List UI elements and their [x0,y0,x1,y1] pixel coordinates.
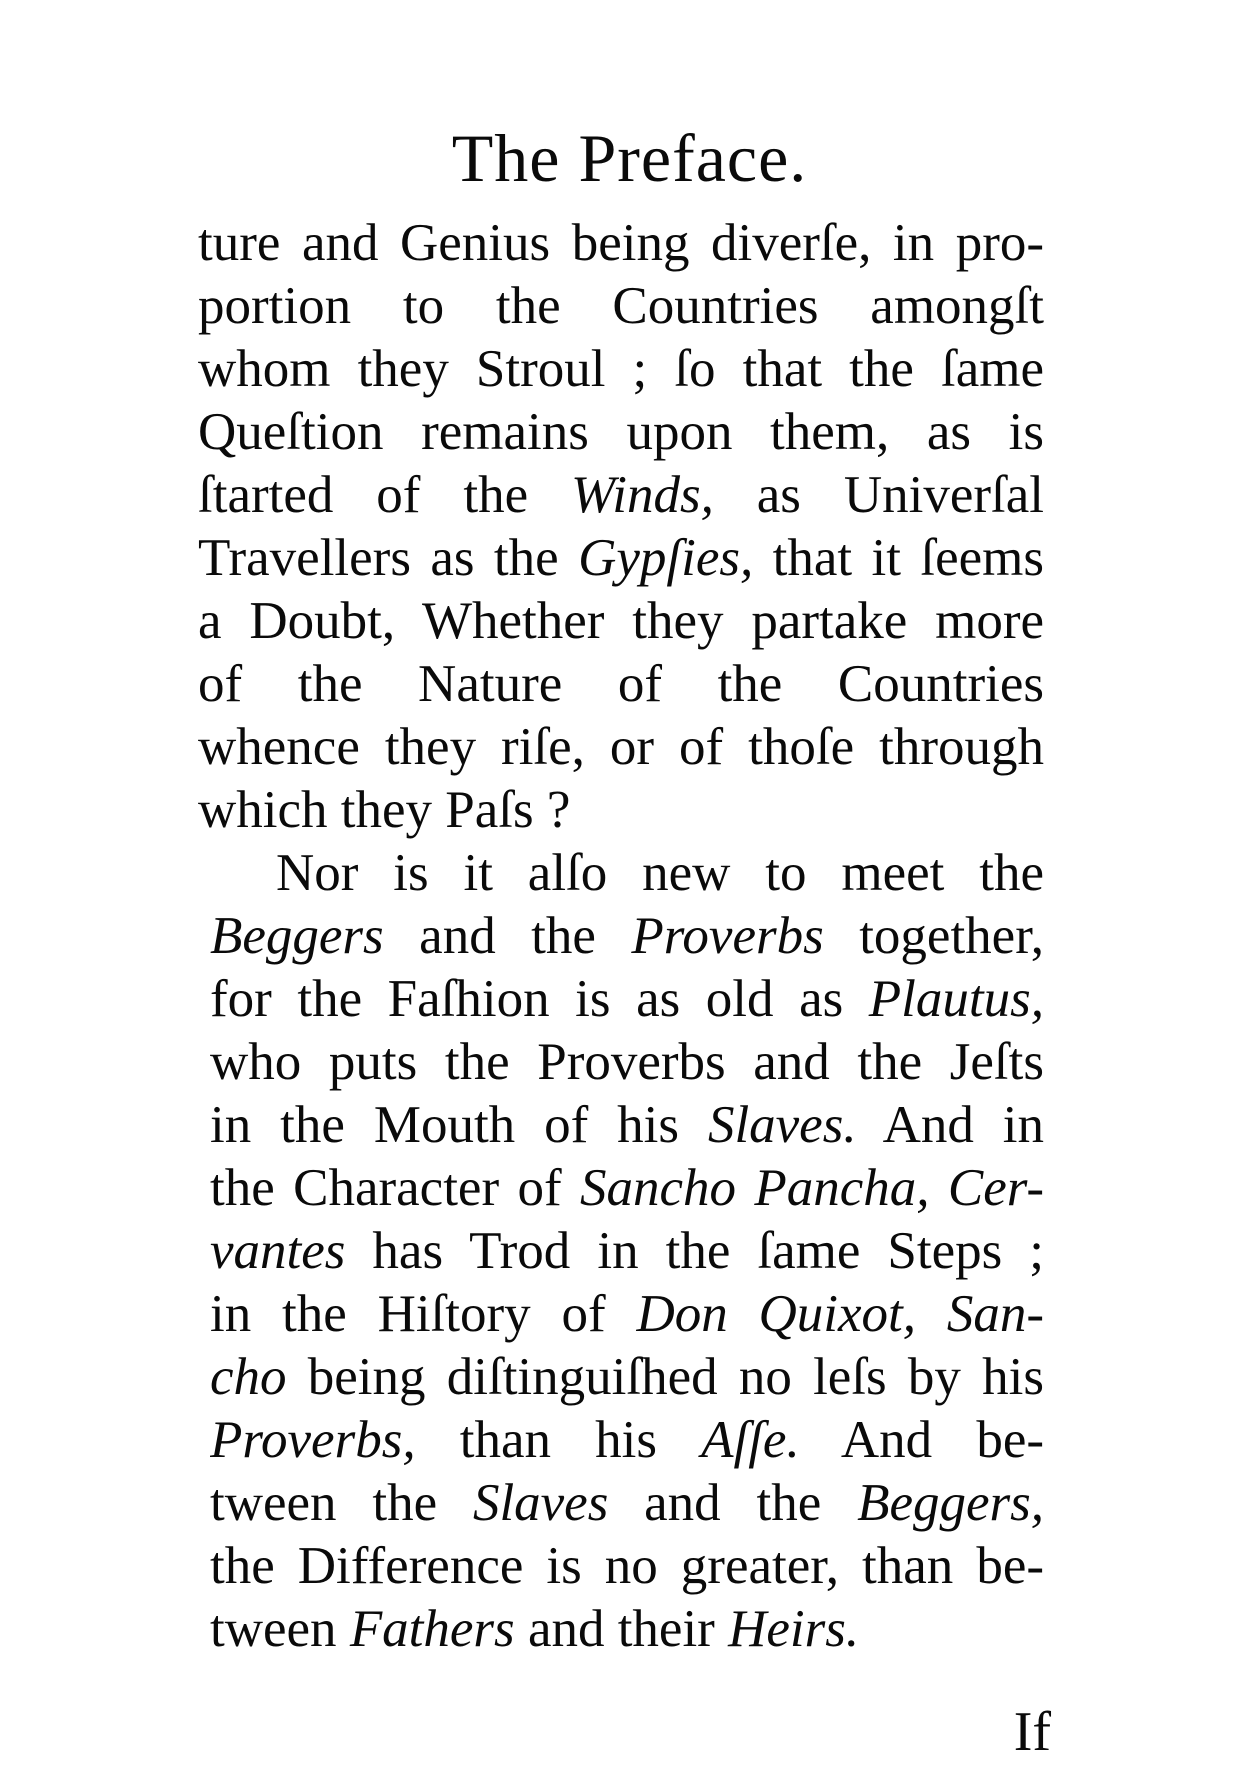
italic-text: Heirs. [728,1600,860,1658]
text-run: and the [383,907,632,965]
catchword: If [1013,1701,1051,1763]
text-line [198,779,1044,842]
text-line [198,653,1044,716]
text-run: ture and Genius being diverſe, in pro- [198,214,1044,272]
running-header: The Preface. [451,120,808,196]
text-line [210,842,1044,905]
text-line [210,968,1044,1031]
italic-text: Plautus, [868,970,1044,1028]
italic-text: Aſſe. [701,1411,800,1469]
text-line [198,464,1044,527]
text-line [210,1157,1044,1220]
text-line [198,275,1044,338]
text-run: which they Paſs ? [198,781,571,839]
text-run: in the Mouth of his [210,1096,708,1154]
text-run: and their [514,1600,729,1658]
italic-text: cho [210,1348,287,1406]
text-run: tween [210,1600,350,1658]
text-line [210,1094,1044,1157]
text-run: tween the [210,1474,473,1532]
text-line [210,1220,1044,1283]
text-run: of the Nature of the Countries [198,655,1044,713]
text-run: the Character of [210,1159,580,1217]
text-run: And be- [799,1411,1044,1469]
text-run: as Univerſal [713,466,1044,524]
text-run: whence they riſe, or of thoſe through [198,718,1044,776]
paragraph [210,842,1044,1661]
text-run: together, [823,907,1044,965]
italic-text: Gypſies, [578,529,754,587]
text-line [210,1283,1044,1346]
text-line [198,716,1044,779]
text-line [210,1535,1044,1598]
text-run: ſtarted of the [198,466,572,524]
text-run: Nor is it alſo new to meet the [276,844,1044,902]
italic-text: Fathers [349,1600,515,1658]
text-run: being diſtinguiſhed no leſs by his [286,1348,1044,1406]
body-text [198,212,1044,1661]
text-line [210,1031,1044,1094]
text-run: than his [415,1411,702,1469]
text-run: Travellers as the [198,529,579,587]
text-run: in the Hiſtory of [210,1285,637,1343]
text-line [210,905,1044,968]
italic-text: vantes [210,1222,346,1280]
italic-text: Sancho Pancha, Cer- [579,1159,1044,1217]
italic-text: Beggers [210,907,384,965]
text-line [198,590,1044,653]
text-line [198,401,1044,464]
text-run: has Trod in the ſame Steps ; [345,1222,1044,1280]
italic-text: Winds, [571,466,714,524]
text-run: a Doubt, Whether they partake more [198,592,1044,650]
italic-text: Proverbs [631,907,824,965]
text-run: for the Faſhion is as old as [210,970,869,1028]
italic-text: Slaves [472,1474,609,1532]
paragraph [198,212,1044,842]
text-line [210,1346,1044,1409]
text-run: who puts the Proverbs and the Jeſts [210,1033,1044,1091]
italic-text: Proverbs, [210,1411,416,1469]
text-run: Queſtion remains upon them, as is [198,403,1044,461]
text-run: and the [608,1474,858,1532]
text-run: the Difference is no greater, than be- [210,1537,1044,1595]
text-run: And in [856,1096,1044,1154]
text-run: portion to the Countries amongſt [198,277,1044,335]
italic-text: Slaves. [707,1096,857,1154]
text-line [198,212,1044,275]
text-run: that it ſeems [753,529,1044,587]
text-line [198,527,1044,590]
text-run: whom they Stroul ; ſo that the ſame [198,340,1044,398]
text-line [210,1409,1044,1472]
text-line [198,338,1044,401]
italic-text: Beggers, [857,1474,1044,1532]
text-line [210,1472,1044,1535]
text-line [210,1598,1044,1661]
italic-text: Don Quixot, San- [636,1285,1044,1343]
